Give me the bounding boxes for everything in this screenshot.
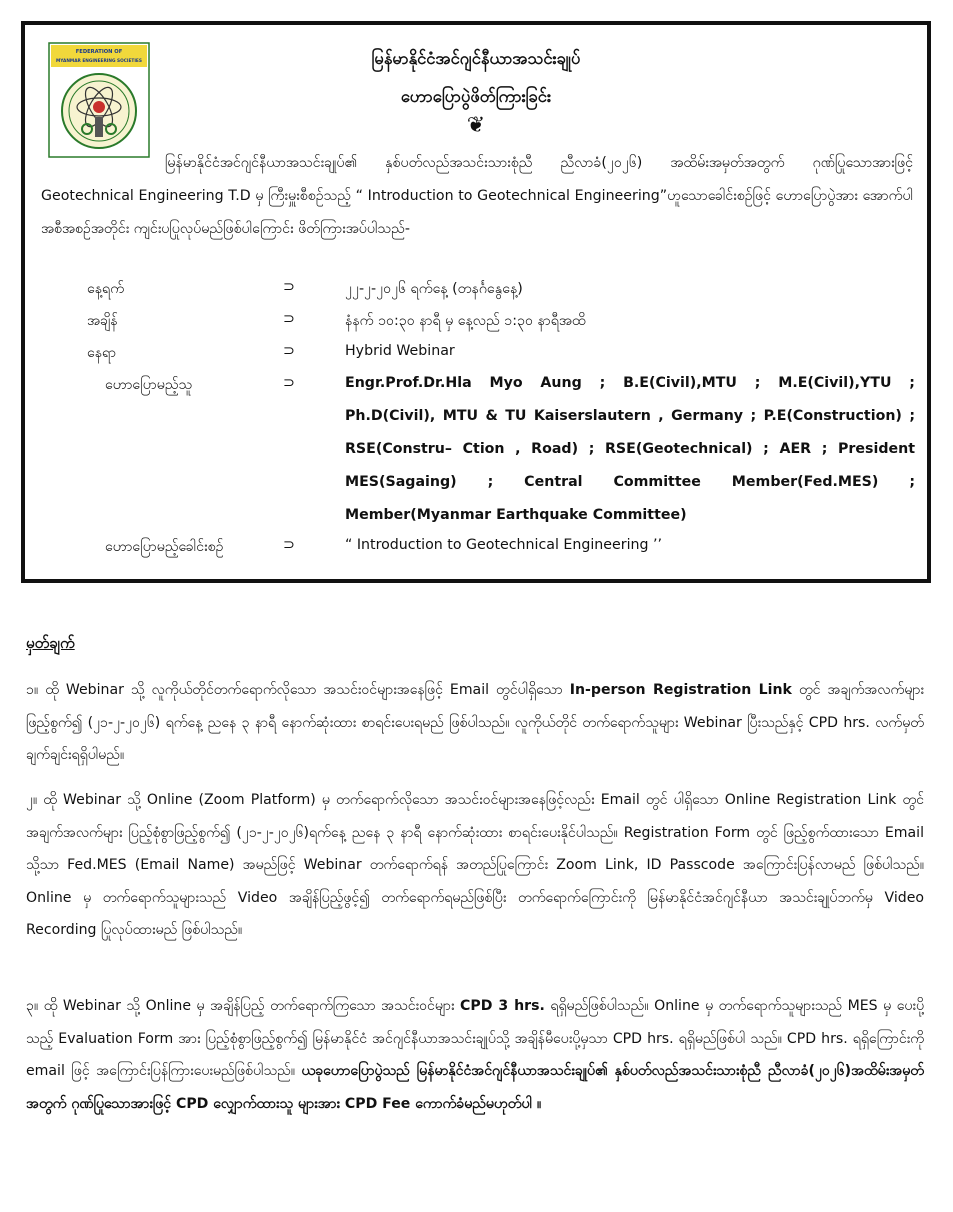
ornament-divider: ❦ [466,113,486,138]
note-1 [26,674,924,772]
topic-label: ဟောပြောမည့်ခေါင်းစဉ် [105,539,224,555]
invitation-box [21,21,931,583]
topic-colon: ⊃ [283,537,295,553]
speaker-colon: ⊃ [283,375,295,391]
note-1-text-c: တွင် အချက်အလက်များ ဖြည့်စွက်၍ (၂၁-၂-၂၀၂၆) ရက်နေ့ ညနေ ၃ နာရီ နောက်ဆုံးထား စာရင်းပေးရမည် ဖြစ်ပါသည်။ လူကိုယ်တိုင် တက်ရောက်သူများ Webinar ပြီးသည်နှင့် CPD hrs. လက်မှတ်ချက်ချင်းရရှိပါမည်။ [26,682,924,763]
note-3-text-a: ၃။ ထို Webinar သို့ Online မှ အချိန်ပြည့် တက်ရောက်ကြသော အသင်းဝင်များ [26,998,461,1014]
note-1-registration-link: In-person Registration Link [569,682,792,698]
notes-heading: မှတ်ချက် [26,634,75,652]
venue-value: Hybrid Webinar [345,343,455,359]
note-3 [26,990,924,1120]
time-colon: ⊃ [283,311,295,327]
date-label: နေ့ရက် [87,281,125,297]
intro-paragraph [41,147,913,246]
note-2-text: ၂။ ထို Webinar သို့ Online (Zoom Platform) မှ တက်ရောက်လိုသော အသင်းဝင်များအနေဖြင့်လည်း Email တွင် ပါရှိသော Online Registration Link တွင် အချက်အလက်များ ပြည့်စုံစွာဖြည့်စွက်၍ (၂၁-၂-၂၀၂၆)ရက်နေ့ ညနေ ၃ နာရီ နောက်ဆုံးထား စာရင်းပေးနိုင်ပါသည်။ Registration Form တွင် ဖြည့်စွက်ထားသော Email သို့သာ Fed.MES (Email Name) အမည်ဖြင့် Webinar တက်ရောက်ရန် အတည်ပြုကြောင်း Zoom Link, ID Passcode အကြောင်းပြန်လာမည် ဖြစ်ပါသည်။ Online မှ တက်ရောက်သူများသည် Video အချိန်ပြည့်ဖွင့်၍ တက်ရောက်ရမည်ဖြစ်ပြီး တက်ရောက်ကြောင်းကို မြန်မာနိုင်ငံအင်ဂျင်နီယာ အသင်းချုပ်ဘက်မှ Video Recording ပြုလုပ်ထားမည် ဖြစ်ပါသည်။ [26,792,924,938]
note-2 [26,784,924,947]
speaker-label: ဟောပြောမည့်သူ [105,377,193,393]
invitation-title: ဟောပြောပွဲဖိတ်ကြားခြင်း [400,87,552,106]
speaker-credentials: Engr.Prof.Dr.Hla Myo Aung ; B.E(Civil),MTU ; M.E(Civil),YTU ; Ph.D(Civil), MTU & TU Kaiserslautern , Germany ; P.E(Construction) ; RSE(Constru– Ction , Road) ; RSE(Geotechnical) ; AER ; President MES(Sagaing) ; Central Committee Member(Fed.MES) ; Member(Myanmar Earthquake Committee) [345,375,915,523]
note-1-text-a: ၁။ ထို Webinar သို့ လူကိုယ်တိုင်တက်ရောက်လိုသော အသင်းဝင်များအနေဖြင့် Email တွင်ပါရှိသော [26,682,570,698]
note-3-text-c: ရရှိမည်ဖြစ်ပါသည်။ Online မှ တက်ရောက်သူများသည် MES မှ ပေးပို့သည့် Evaluation Form အား ပြည့်စုံစွာဖြည့်စွက်၍ မြန်မာနိုင်ငံ အင်ဂျင်နီယာအသင်းချုပ်သို့ အချိန်မီပေးပို့မှသာ CPD hrs. ရရှိမည်ဖြစ်ပါ သည်။ CPD hrs. ရရှိကြောင်းကို email ဖြင့် အကြောင်းပြန်ကြားပေးမည်ဖြစ်ပါသည်။ [26,998,925,1079]
topic-value: “ Introduction to Geotechnical Engineering ’’ [345,537,663,553]
note-3-cpd-hours: CPD 3 hrs. [460,998,545,1014]
note-3-fee-waiver: ယခုဟောပြောပွဲသည် မြန်မာနိုင်ငံအင်ဂျင်နီယာအသင်းချုပ်၏ နှစ်ပတ်လည်အသင်းသားစုံညီ ညီလာခံ(၂၀၂၆)အထိမ်းအမှတ်အတွက် ဂုဏ်ပြုသောအားဖြင့် CPD လျှောက်ထားသူ များအား CPD Fee ကောက်ခံမည်မဟုတ်ပါ ။ [26,1063,924,1112]
date-colon: ⊃ [283,279,295,295]
time-label: အချိန် [87,313,118,329]
logo-text-2: MYANMAR ENGINEERING SOCIETIES [56,59,142,64]
intro-text: မြန်မာနိုင်ငံအင်ဂျင်နီယာအသင်းချုပ်၏ နှစ်ပတ်လည်အသင်းသားစုံညီ ညီလာခံ(၂၀၂၆) အထိမ်းအမှတ်အတွက် ဂုဏ်ပြုသောအားဖြင့် Geotechnical Engineering T.D မှ ကြီးမှူးစီစဉ်သည့် “ Introduction to Geotechnical Engineering”ဟူသောခေါင်းစဉ်ဖြင့် ဟောပြောပွဲအား အောက်ပါအစီအစဉ်အတိုင်း ကျင်းပပြုလုပ်မည်ဖြစ်ပါကြောင်း ဖိတ်ကြားအပ်ပါသည်- [41,155,913,237]
organization-title: မြန်မာနိုင်ငံအင်ဂျင်နီယာအသင်းချုပ် [371,49,581,68]
venue-label: နေရာ [87,345,117,361]
date-value: ၂၂-၂-၂၀၂၆ ရက်နေ့ (တနင်္ဂနွေနေ့) [345,281,523,297]
logo-text-1: FEDERATION OF [75,49,123,55]
time-value: နံနက် ၁၀:၃၀ နာရီ မှ နေ့လည် ၁:၃၀ နာရီအထိ [345,313,586,329]
venue-colon: ⊃ [283,343,295,359]
